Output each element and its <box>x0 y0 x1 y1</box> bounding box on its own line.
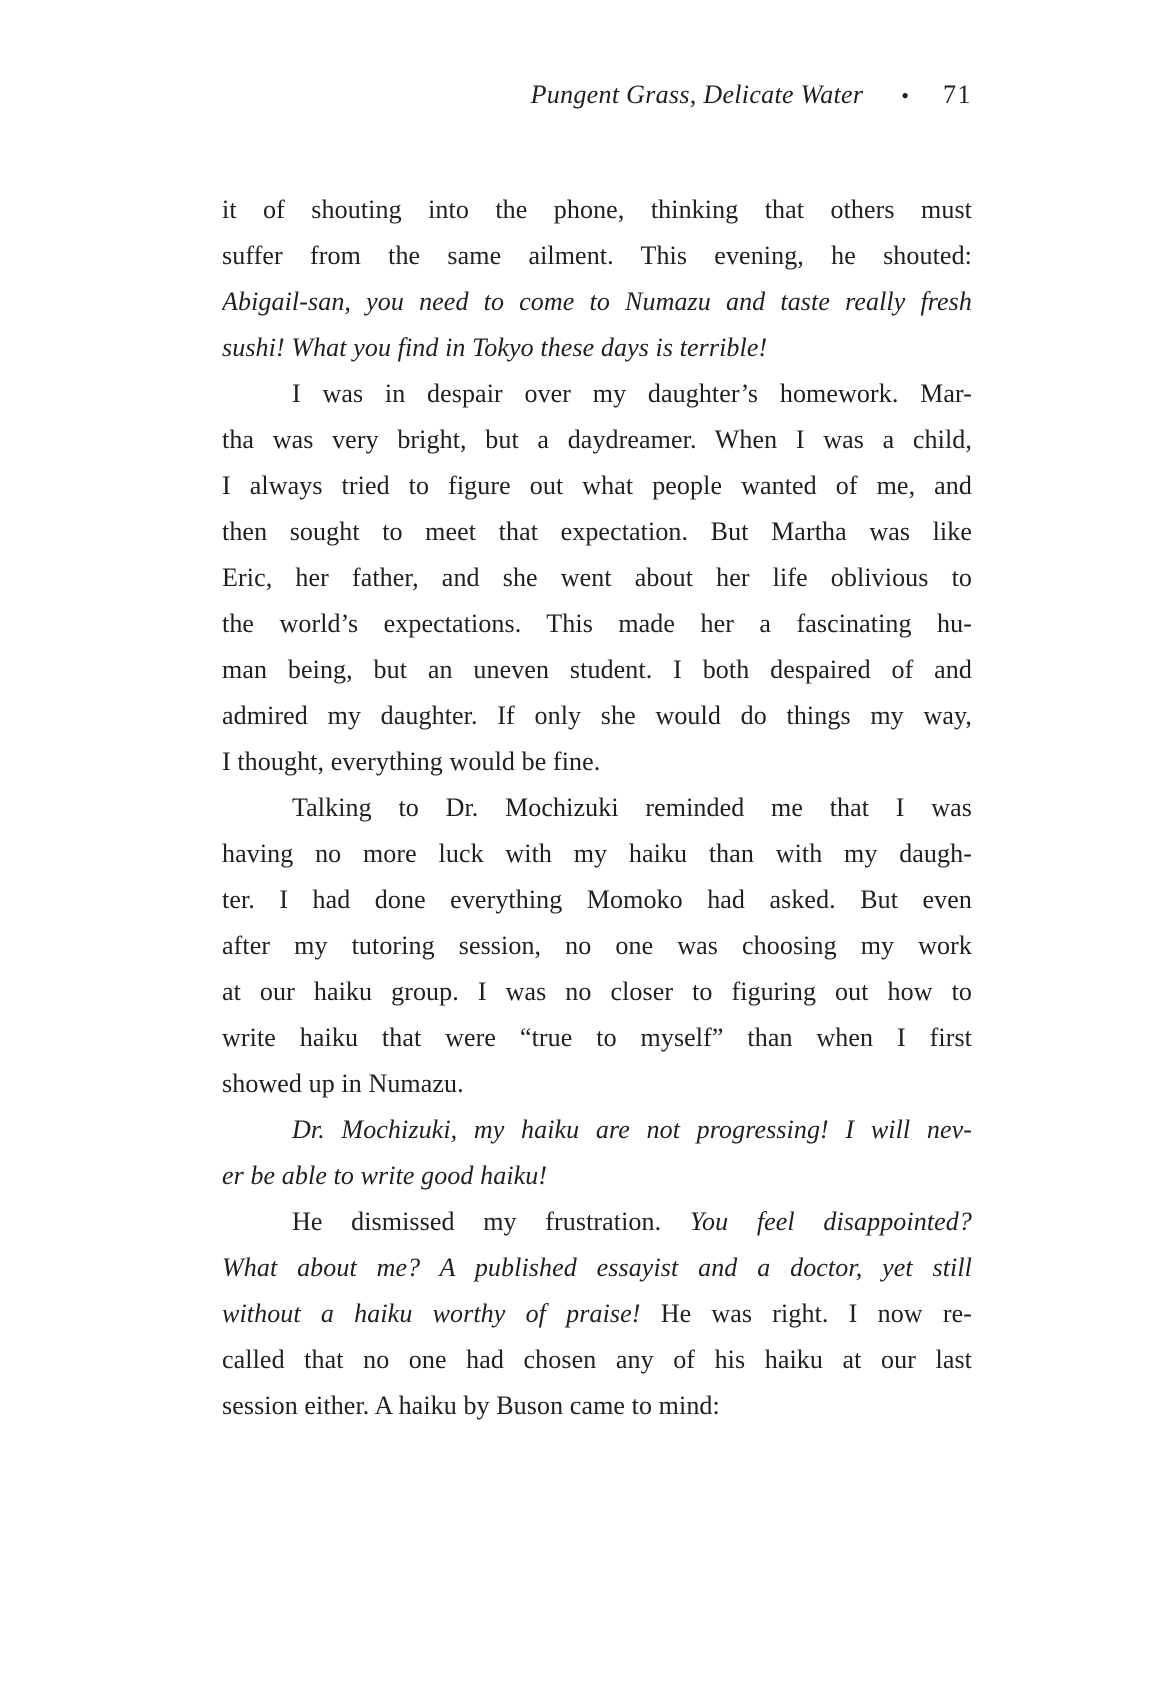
text-segment: session either. A haiku by Buson came to mind: <box>222 1391 720 1420</box>
text-line <box>222 1199 972 1245</box>
text-segment: write haiku that were “true to myself” than when I first <box>222 1023 972 1052</box>
italic-text-segment: Dr. Mochizuki, my haiku are not progressing! I will nev- <box>292 1115 972 1144</box>
text-line <box>222 923 972 969</box>
text-line <box>222 601 972 647</box>
text-segment: showed up in Numazu. <box>222 1069 464 1098</box>
text-line <box>222 969 972 1015</box>
running-head-title: Pungent Grass, Delicate Water <box>530 80 864 109</box>
text-segment: He was right. I now re- <box>660 1299 972 1328</box>
text-line <box>222 463 972 509</box>
italic-text-segment: without a haiku worthy of praise! <box>222 1299 661 1328</box>
text-line <box>222 279 972 325</box>
text-line <box>222 1015 972 1061</box>
text-segment: Eric, her father, and she went about her life oblivious to <box>222 563 972 592</box>
text-line <box>222 371 972 417</box>
text-segment: He dismissed my frustration. <box>292 1207 690 1236</box>
text-segment: admired my daughter. If only she would do things my way, <box>222 701 972 730</box>
text-segment: ter. I had done everything Momoko had asked. But even <box>222 885 972 914</box>
text-line <box>222 785 972 831</box>
text-segment: called that no one had chosen any of his haiku at our last <box>222 1345 972 1374</box>
page-header <box>222 80 972 111</box>
text-line <box>222 877 972 923</box>
text-segment: then sought to meet that expectation. But Martha was like <box>222 517 972 546</box>
text-segment: having no more luck with my haiku than with my daugh- <box>222 839 972 868</box>
text-line <box>222 1383 972 1429</box>
italic-text-segment: What about me? A published essayist and a doctor, yet still <box>222 1253 972 1282</box>
text-line <box>222 555 972 601</box>
text-segment: suffer from the same ailment. This evening, he shouted: <box>222 241 972 270</box>
text-segment: Talking to Dr. Mochizuki reminded me that I was <box>292 793 972 822</box>
text-line <box>222 233 972 279</box>
text-segment: at our haiku group. I was no closer to figuring out how to <box>222 977 972 1006</box>
text-segment: man being, but an uneven student. I both despaired of and <box>222 655 972 684</box>
text-segment: I thought, everything would be fine. <box>222 747 601 776</box>
italic-text-segment: You feel disappointed? <box>689 1207 972 1236</box>
text-segment: after my tutoring session, no one was choosing my work <box>222 931 972 960</box>
text-line <box>222 187 972 233</box>
text-line <box>222 647 972 693</box>
text-segment: tha was very bright, but a daydreamer. When I was a child, <box>222 425 972 454</box>
italic-text-segment: er be able to write good haiku! <box>222 1161 548 1190</box>
text-line <box>222 739 972 785</box>
text-line <box>222 1291 972 1337</box>
bullet-separator-icon: • <box>901 83 909 108</box>
text-line <box>222 1337 972 1383</box>
text-line <box>222 693 972 739</box>
text-segment: the world’s expectations. This made her a fascinating hu- <box>222 609 972 638</box>
text-line <box>222 417 972 463</box>
text-segment: I was in despair over my daughter’s homework. Mar- <box>292 379 972 408</box>
text-line <box>222 325 972 371</box>
text-line <box>222 1061 972 1107</box>
italic-text-segment: Abigail-san, you need to come to Numazu and taste really fresh <box>222 287 972 316</box>
text-segment: it of shouting into the phone, thinking that others must <box>222 195 972 224</box>
text-line <box>222 831 972 877</box>
text-line <box>222 1153 972 1199</box>
italic-text-segment: sushi! What you find in Tokyo these days is terrible! <box>222 333 768 362</box>
text-segment: I always tried to figure out what people wanted of me, and <box>222 471 972 500</box>
page-body-text <box>222 187 972 1429</box>
text-line <box>222 1245 972 1291</box>
text-line <box>222 509 972 555</box>
text-line <box>222 1107 972 1153</box>
page-number: 71 <box>943 80 972 109</box>
